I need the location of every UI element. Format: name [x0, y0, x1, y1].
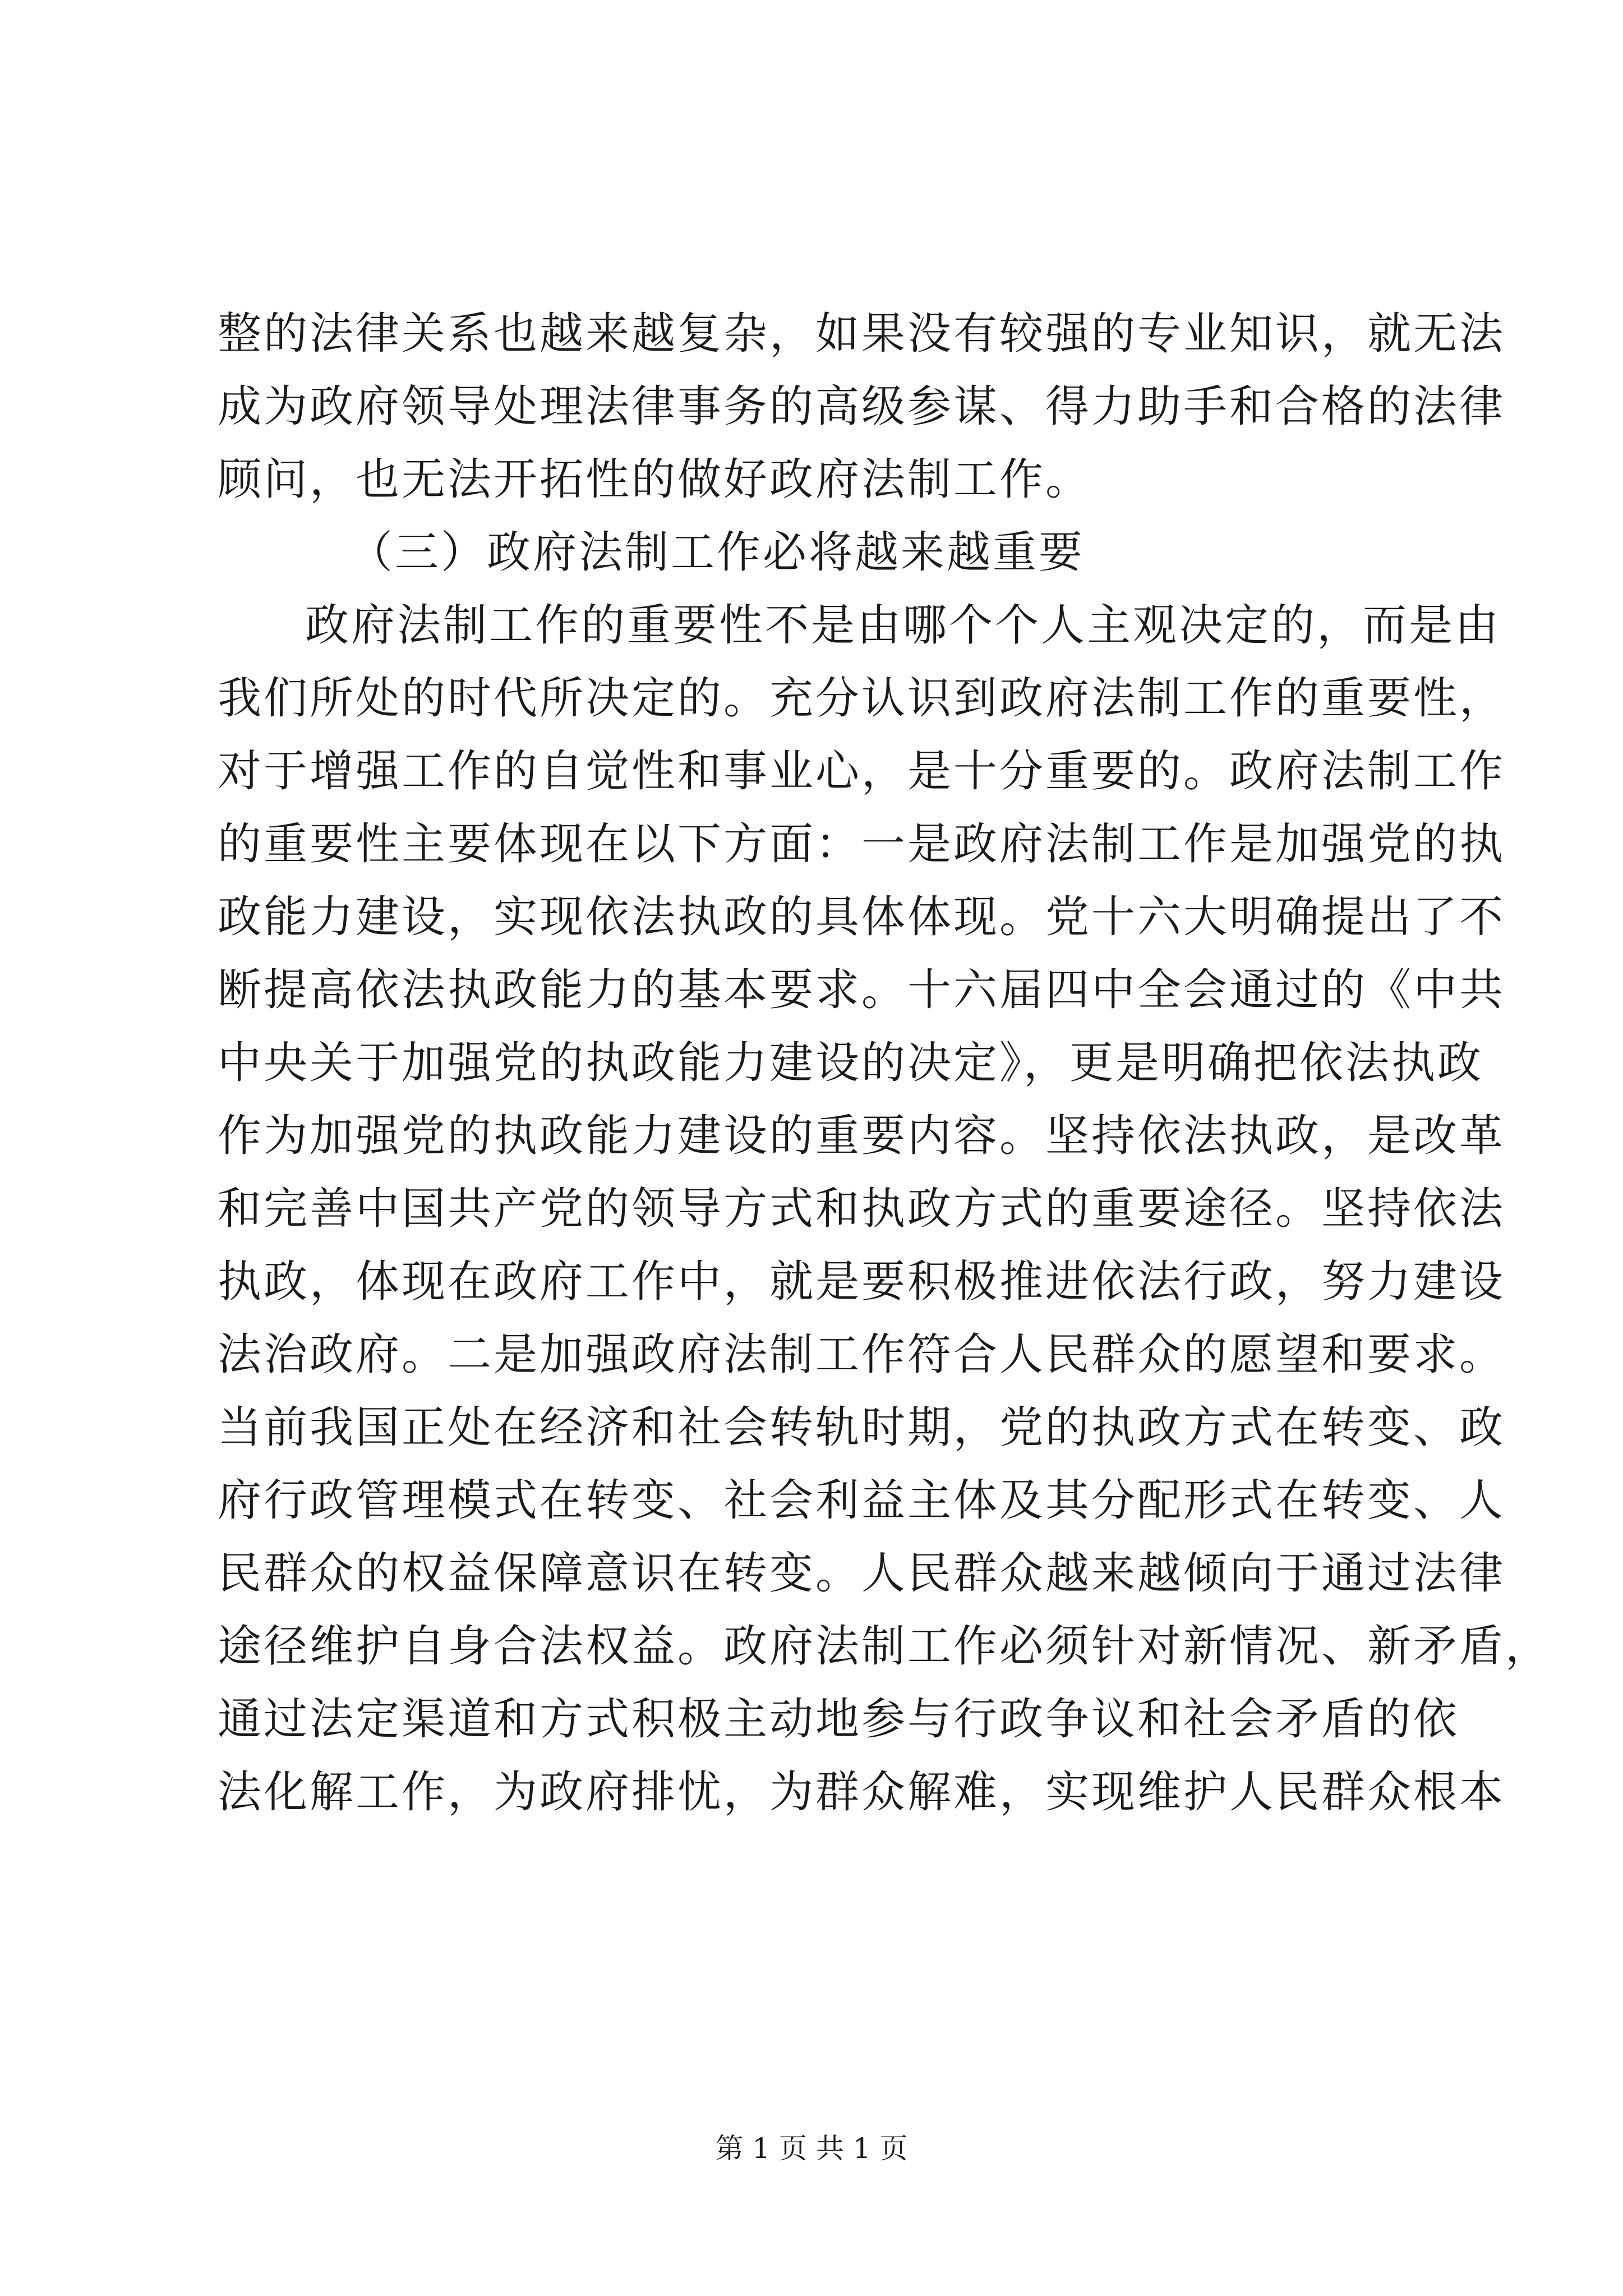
- text-line: 法治政府。二是加强政府法制工作符合人民群众的愿望和要求。: [218, 1329, 1506, 1380]
- text-line: 成为政府领导处理法律事务的高级参谋、得力助手和合格的法律: [218, 381, 1506, 432]
- text-line: 我们所处的时代所决定的。充分认识到政府法制工作的重要性，: [218, 673, 1506, 724]
- text-line: 民群众的权益保障意识在转变。人民群众越来越倾向于通过法律: [218, 1548, 1506, 1599]
- text-line: 断提高依法执政能力的基本要求。十六届四中全会通过的《中共: [218, 965, 1506, 1015]
- text-line: 法化解工作，为政府排忧，为群众解难，实现维护人民群众根本: [218, 1767, 1506, 1818]
- text-line: 顾问，也无法开拓性的做好政府法制工作。: [218, 454, 1092, 505]
- text-line: 政府法制工作的重要性不是由哪个个人主观决定的，而是由: [305, 600, 1501, 651]
- text-line: 通过法定渠道和方式积极主动地参与行政争议和社会矛盾的依: [218, 1694, 1460, 1745]
- text-line: 对于增强工作的自觉性和事业心，是十分重要的。政府法制工作: [218, 746, 1506, 797]
- text-line: 作为加强党的执政能力建设的重要内容。坚持依法执政，是改革: [218, 1111, 1506, 1161]
- text-line: 途径维护自身合法权益。政府法制工作必须针对新情况、新矛盾，: [218, 1621, 1552, 1672]
- page-footer: 第 1 页 共 1 页: [715, 2132, 908, 2165]
- text-line: 整的法律关系也越来越复杂，如果没有较强的专业知识，就无法: [218, 309, 1506, 359]
- text-line: 当前我国正处在经济和社会转轨时期，党的执政方式在转变、政: [218, 1402, 1506, 1453]
- text-line: 政能力建设，实现依法执政的具体体现。党十六大明确提出了不: [218, 892, 1506, 942]
- text-line: 的重要性主要体现在以下方面：一是政府法制工作是加强党的执: [218, 819, 1506, 869]
- text-line: 府行政管理模式在转变、社会利益主体及其分配形式在转变、人: [218, 1475, 1506, 1526]
- text-line: 执政，体现在政府工作中，就是要积极推进依法行政，努力建设: [218, 1257, 1506, 1307]
- section-heading: （三）政府法制工作必将越来越重要: [349, 527, 1085, 578]
- text-line: 和完善中国共产党的领导方式和执政方式的重要途径。坚持依法: [218, 1184, 1506, 1234]
- text-line: 中央关于加强党的执政能力建设的决定》，更是明确把依法执政: [218, 1038, 1484, 1088]
